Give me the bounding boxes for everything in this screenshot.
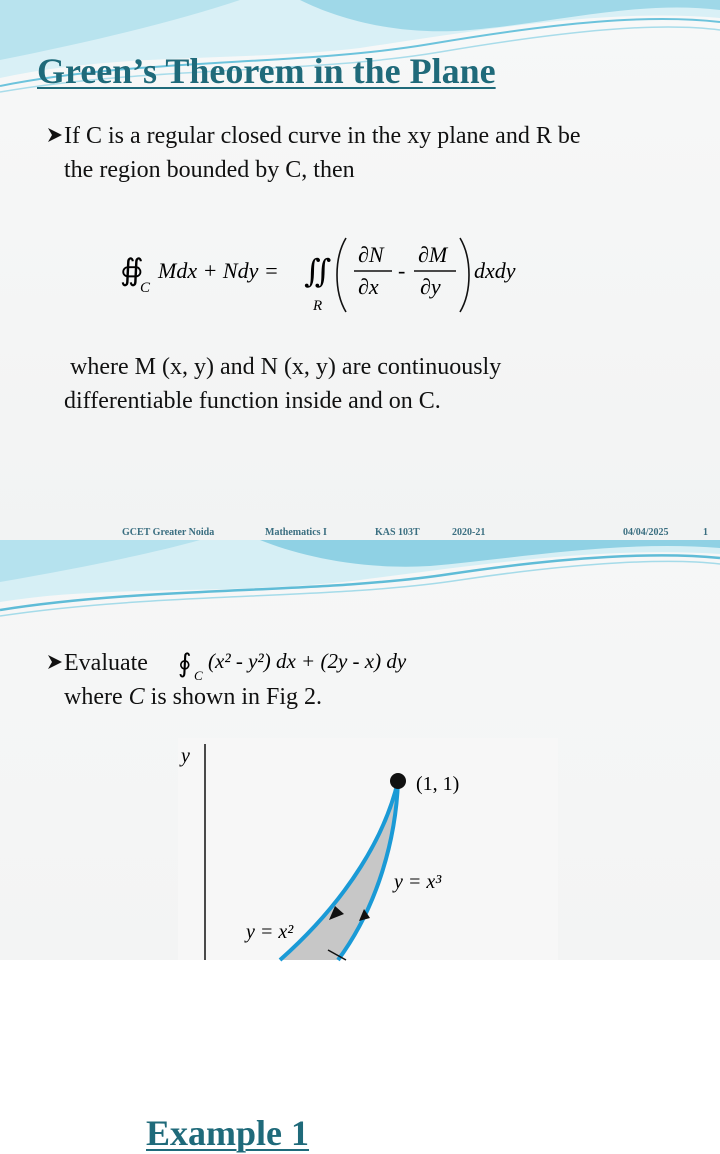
curve-variable: C bbox=[128, 684, 145, 710]
curve-upper-label: y = x³ bbox=[394, 871, 442, 893]
rhs-subscript: R bbox=[313, 298, 323, 314]
left-paren bbox=[337, 238, 346, 312]
greens-theorem-formula bbox=[110, 230, 550, 320]
integral-subscript: C bbox=[194, 668, 203, 683]
footer-date: 04/04/2025 bbox=[623, 527, 669, 538]
condition-line-2: differentiable function inside and on C. bbox=[64, 388, 441, 414]
slide-1 bbox=[0, 0, 720, 540]
lhs-subscript: C bbox=[140, 280, 151, 296]
line-integral-expression bbox=[178, 640, 498, 684]
footer-subject: Mathematics I bbox=[265, 527, 327, 538]
bullet-line-1: If C is a regular closed curve in the xy plane and R be bbox=[64, 123, 581, 149]
condition-line-1: where M (x, y) and N (x, y) are continuously bbox=[64, 354, 502, 380]
double-integral-symbol: ∬ bbox=[304, 252, 332, 290]
numerator-1: ∂N bbox=[358, 242, 384, 267]
bullet-arrow-icon bbox=[47, 127, 63, 143]
formula-tail: dxdy bbox=[474, 258, 516, 283]
footer-session: 2020-21 bbox=[452, 527, 486, 538]
minus-sign: - bbox=[398, 258, 406, 283]
footer-code: KAS 103T bbox=[375, 527, 420, 538]
slide-title: Green’s Theorem in the Plane bbox=[37, 51, 496, 91]
denominator-1: ∂x bbox=[358, 274, 379, 299]
header-wave-decoration bbox=[0, 540, 720, 620]
shaded-region-r bbox=[280, 781, 398, 960]
right-paren bbox=[460, 238, 469, 312]
point-1-1-marker bbox=[390, 773, 406, 789]
lhs-expression: Mdx + Ndy = bbox=[158, 258, 279, 283]
y-axis-label: y bbox=[181, 745, 190, 767]
point-label: (1, 1) bbox=[416, 773, 460, 795]
evaluate-label: Evaluate bbox=[64, 650, 148, 676]
slide-title: Example 1 bbox=[146, 1113, 310, 1153]
footer-college: GCET Greater Noida bbox=[122, 527, 215, 538]
figure-curve-region bbox=[178, 738, 558, 960]
contour-integral-symbol: ∮ bbox=[178, 649, 192, 679]
closed-integral-symbol: ∯ bbox=[120, 253, 144, 288]
curve-lower-label: y = x² bbox=[246, 921, 294, 943]
integrand: (x² - y²) dx + (2y - x) dy bbox=[208, 649, 407, 673]
footer-page-number: 1 bbox=[703, 527, 708, 538]
bullet-line-2: the region bounded by C, then bbox=[64, 157, 355, 183]
numerator-2: ∂M bbox=[418, 242, 448, 267]
bullet-arrow-icon bbox=[47, 654, 63, 670]
where-line: where C is shown in Fig 2. bbox=[64, 684, 323, 710]
denominator-2: ∂y bbox=[420, 274, 441, 299]
